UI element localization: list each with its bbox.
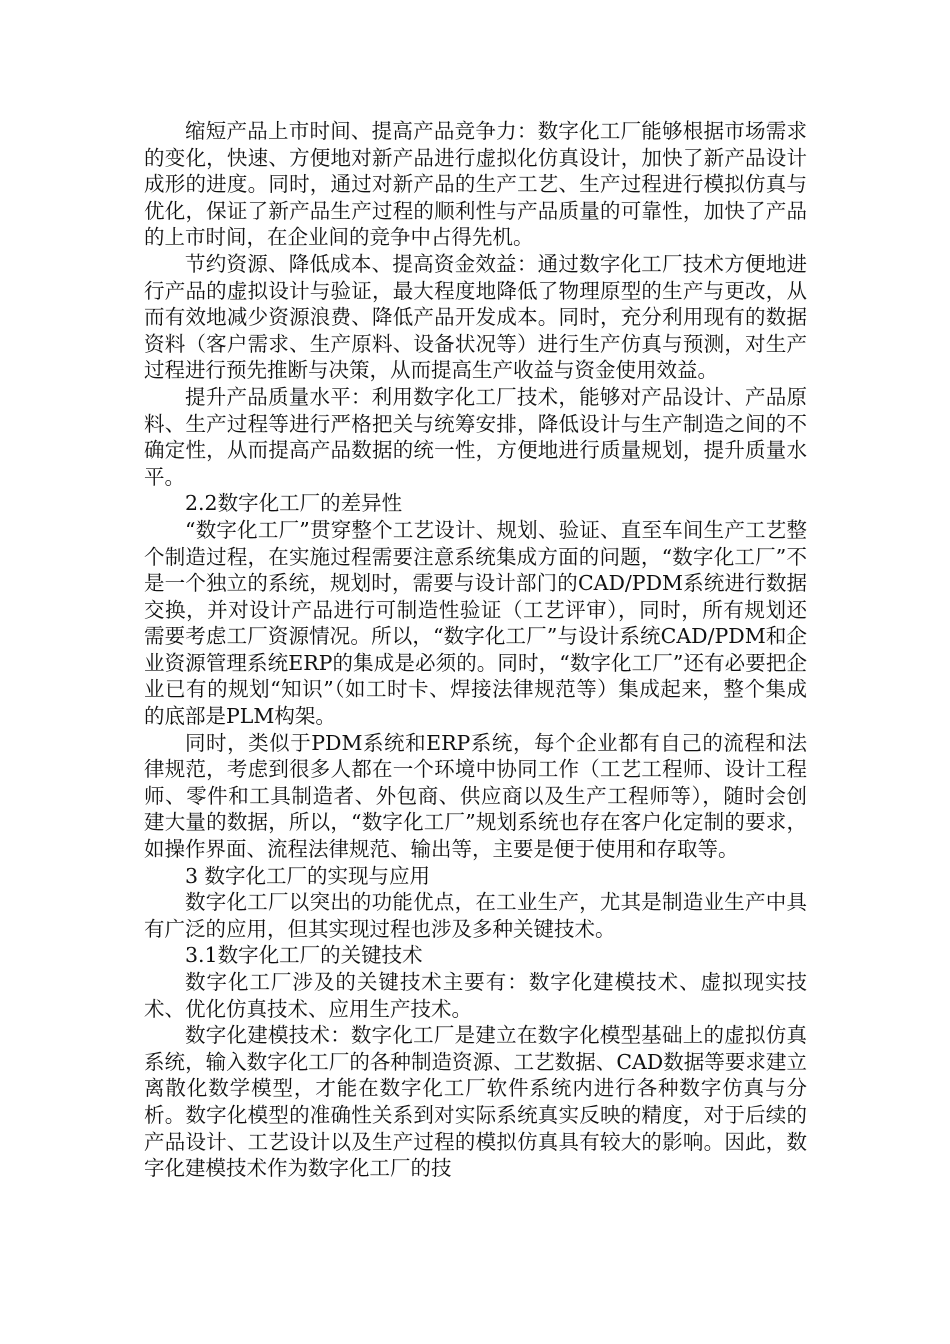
paragraph-cost-saving: 节约资源、降低成本、提高资金效益：通过数字化工厂技术方便地进行产品的虚拟设计与验证，最大程度地降低了物理原型的生产与更改，从而有效地减少资源浪费、降低产品开发成本。同时，充分利用现有的数据资料（客户需求、生产原料、设备状况等）进行生产仿真与预测，对生产过程进行预先推断与决策，从而提高生产收益与资金使用效益。 xyxy=(144,251,807,383)
paragraph-application-intro: 数字化工厂以突出的功能优点，在工业生产，尤其是制造业生产中具有广泛的应用，但其实现过程也涉及多种关键技术。 xyxy=(144,890,807,941)
section-heading-2-2: 2.2数字化工厂的差异性 xyxy=(185,491,403,516)
paragraph-integration: “数字化工厂”贯穿整个工艺设计、规划、验证、直至车间生产工艺整个制造过程，在实施过程需要注意系统集成方面的问题，“数字化工厂”不是一个独立的系统，规划时，需要与设计部门的CAD/PDM系统进行数据交换，并对设计产品进行可制造性验证（工艺评审），同时，所有规划还需要考虑工厂资源情况。所以，“数字化工厂”与设计系统CAD/PDM和企业资源管理系统ERP的集成是必须的。同时，“数字化工厂”还有必要把企业已有的规划“知识”（如工时卡、焊接法律规范等）集成起来，整个集成的底部是PLM构架。 xyxy=(144,517,807,729)
paragraph-quality: 提升产品质量水平：利用数字化工厂技术，能够对产品设计、产品原料、生产过程等进行严格把关与统筹安排，降低设计与生产制造之间的不确定性，从而提高产品数据的统一性，方便地进行质量规划，提升质量水平。 xyxy=(144,384,807,489)
section-heading-3: 3 数字化工厂的实现与应用 xyxy=(185,863,431,888)
paragraph-time-to-market: 缩短产品上市时间、提高产品竞争力：数字化工厂能够根据市场需求的变化，快速、方便地对新产品进行虚拟化仿真设计，加快了新产品设计成形的进度。同时，通过对新产品的生产工艺、生产过程进行模拟仿真与优化，保证了新产品生产过程的顺利性与产品质量的可靠性，加快了产品的上市时间，在企业间的竞争中占得先机。 xyxy=(144,119,807,250)
section-heading-3-1: 3.1数字化工厂的关键技术 xyxy=(185,943,423,968)
paragraph-modeling: 数字化建模技术：数字化工厂是建立在数字化模型基础上的虚拟仿真系统，输入数字化工厂的各种制造资源、工艺数据、CAD数据等要求建立离散化数学模型，才能在数字化工厂软件系统内进行各种数字仿真与分析。数字化模型的准确性关系到对实际系统真实反映的精度，对于后续的产品设计、工艺设计以及生产过程的模拟仿真具有较大的影响。因此，数字化建模技术作为数字化工厂的技 xyxy=(144,1023,807,1181)
paragraph-key-tech-list: 数字化工厂涉及的关键技术主要有：数字化建模技术、虚拟现实技术、优化仿真技术、应用生产技术。 xyxy=(144,970,807,1021)
paragraph-customization: 同时，类似于PDM系统和ERP系统，每个企业都有自己的流程和法律规范，考虑到很多人都在一个环境中协同工作（工艺工程师、设计工程师、零件和工具制造者、外包商、供应商以及生产工程师等），随时会创建大量的数据，所以，“数字化工厂”规划系统也存在客户化定制的要求，如操作界面、流程法律规范、输出等，主要是便于使用和存取等。 xyxy=(144,730,807,862)
document-page xyxy=(144,118,807,1182)
